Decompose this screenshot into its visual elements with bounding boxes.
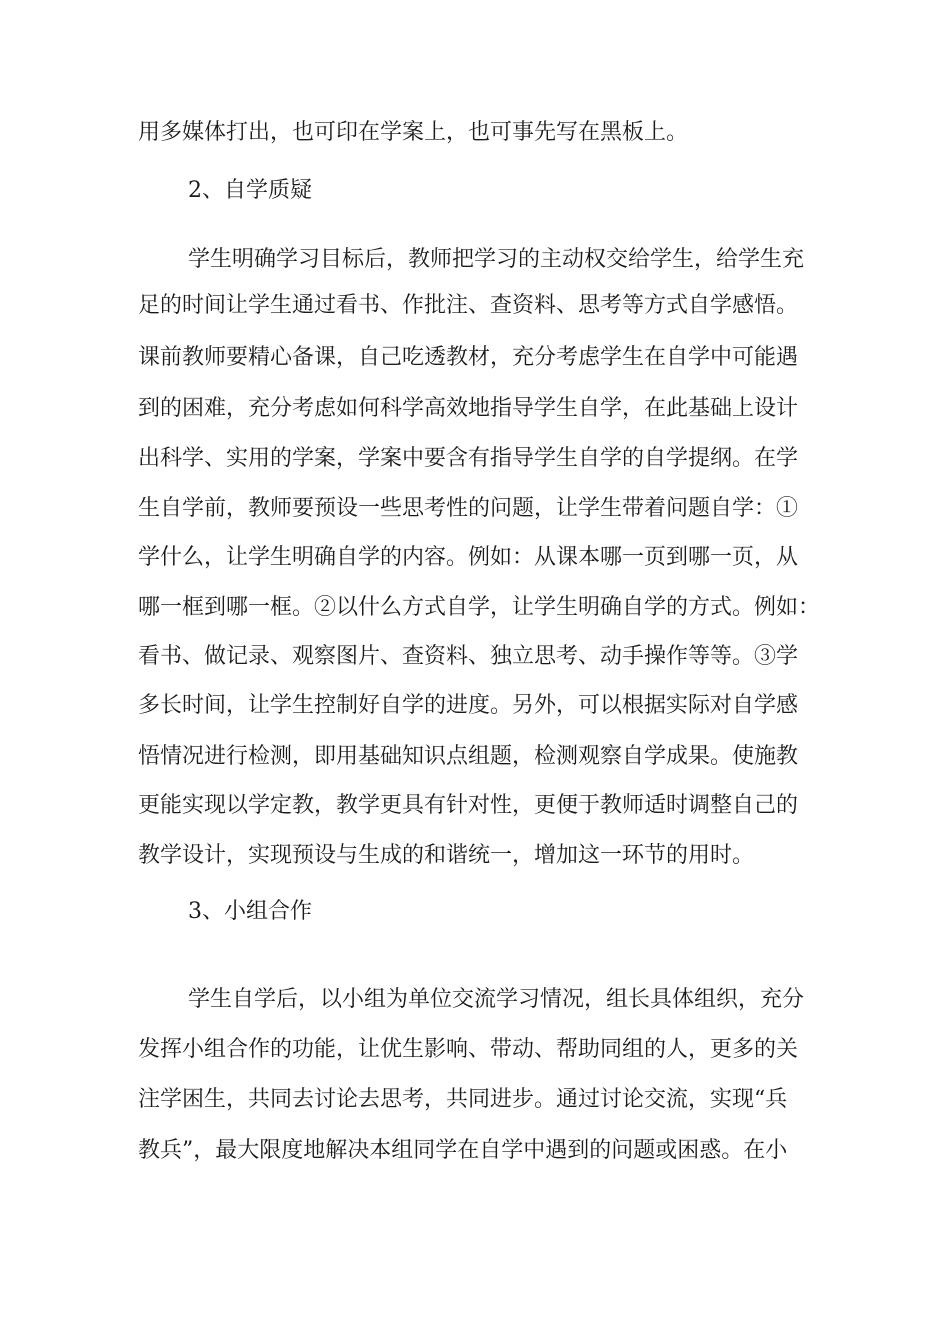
text-line: 悟情况进行检测，即用基础知识点组题，检测观察自学成果。使施教 (138, 744, 799, 769)
section-heading: 3、小组合作 (188, 899, 312, 924)
text-line: 学什么，让学生明确自学的内容。例如：从课本哪一页到哪一页，从 (138, 545, 799, 570)
text-line: 注学困生，共同去讨论去思考，共同进步。通过讨论交流，实现“兵 (138, 1087, 788, 1112)
text-line: 足的时间让学生通过看书、作批注、查资料、思考等方式自学感悟。 (138, 293, 799, 318)
text-line: 多长时间，让学生控制好自学的进度。另外，可以根据实际对自学感 (138, 693, 799, 718)
text-line: 学生明确学习目标后，教师把学习的主动权交给学生，给学生充 (188, 247, 805, 272)
text-line: 到的困难，充分考虑如何科学高效地指导学生自学，在此基础上设计 (138, 396, 799, 421)
text-line: 看书、做记录、观察图片、查资料、独立思考、动手操作等等。③学 (138, 644, 799, 669)
text-line: 出科学、实用的学案，学案中要含有指导学生自学的自学提纲。在学 (138, 446, 799, 471)
text-line: 生自学前，教师要预设一些思考性的问题，让学生带着问题自学：① (138, 496, 799, 521)
text-line: 课前教师要精心备课，自己吃透教材，充分考虑学生在自学中可能遇 (138, 345, 799, 370)
text-line: 教兵”，最大限度地解决本组同学在自学中遇到的问题或困惑。在小 (138, 1138, 788, 1163)
section-heading: 2、自学质疑 (188, 178, 312, 203)
text-line: 学生自学后，以小组为单位交流学习情况，组长具体组织，充分 (188, 987, 805, 1012)
text-line: 用多媒体打出，也可印在学案上，也可事先写在黑板上。 (138, 120, 689, 145)
text-line: 教学设计，实现预设与生成的和谐统一，增加这一环节的用时。 (138, 843, 755, 868)
text-line: 发挥小组合作的功能，让优生影响、带动、帮助同组的人，更多的关 (138, 1037, 799, 1062)
text-line: 哪一框到哪一框。②以什么方式自学，让学生明确自学的方式。例如： (138, 595, 821, 620)
text-line: 更能实现以学定教，教学更具有针对性，更便于教师适时调整自己的 (138, 793, 799, 818)
